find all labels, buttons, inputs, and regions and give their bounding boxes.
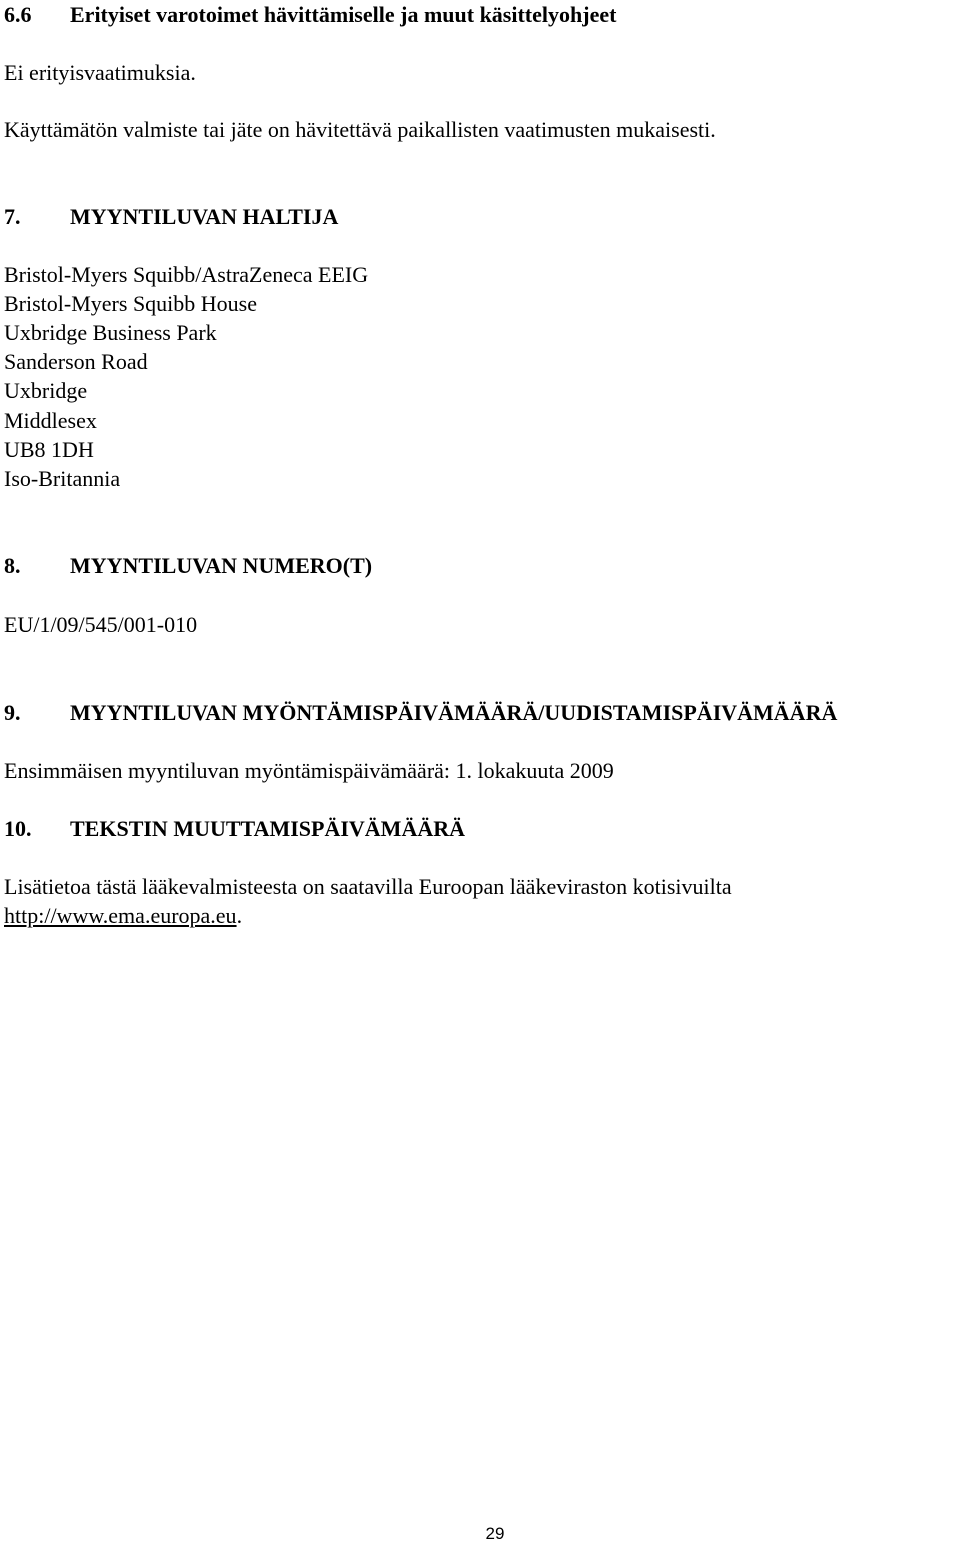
authorisation-date: Ensimmäisen myyntiluvan myöntämispäivämäärä: 1. lokakuuta 2009: [4, 758, 614, 783]
section-6-6-heading: [4, 2, 616, 28]
address-line: Sanderson Road: [4, 349, 148, 374]
section-title: MYYNTILUVAN HALTIJA: [70, 204, 339, 229]
section-number: 9.: [4, 700, 21, 725]
section-number: 8.: [4, 553, 21, 578]
section-7-heading: [4, 204, 338, 230]
link-line: [4, 903, 242, 929]
paragraph: Lisätietoa tästä lääkevalmisteesta on saatavilla Euroopan lääkeviraston kotisivuilta: [4, 874, 732, 899]
section-title: MYYNTILUVAN NUMERO(T): [70, 553, 373, 578]
address-line: Bristol-Myers Squibb/AstraZeneca EEIG: [4, 262, 369, 287]
marketing-authorisation-number: EU/1/09/545/001-010: [4, 612, 198, 637]
section-title: Erityiset varotoimet hävittämiselle ja muut käsittelyohjeet: [70, 2, 617, 27]
paragraph: Käyttämätön valmiste tai jäte on hävitettävä paikallisten vaatimusten mukaisesti.: [4, 117, 716, 142]
section-8-heading: [4, 553, 372, 579]
address-line: Uxbridge Business Park: [4, 320, 217, 345]
section-10-heading: [4, 816, 465, 842]
paragraph: Ei erityisvaatimuksia.: [4, 60, 196, 85]
address-line: Uxbridge: [4, 378, 88, 403]
page-number: 29: [485, 1524, 505, 1543]
link-suffix: .: [236, 903, 243, 928]
address-line: UB8 1DH: [4, 437, 94, 462]
section-title: MYYNTILUVAN MYÖNTÄMISPÄIVÄMÄÄRÄ/UUDISTAMISPÄIVÄMÄÄRÄ: [70, 700, 838, 725]
section-number: 7.: [4, 204, 21, 229]
address-line: Iso-Britannia: [4, 466, 121, 491]
address-line: Middlesex: [4, 408, 97, 433]
section-number: 6.6: [4, 2, 32, 27]
section-title: TEKSTIN MUUTTAMISPÄIVÄMÄÄRÄ: [70, 816, 466, 841]
ema-website-link[interactable]: http://www.ema.europa.eu: [4, 903, 237, 928]
address-line: Bristol-Myers Squibb House: [4, 291, 257, 316]
section-9-heading: [4, 700, 837, 726]
section-number: 10.: [4, 816, 32, 841]
